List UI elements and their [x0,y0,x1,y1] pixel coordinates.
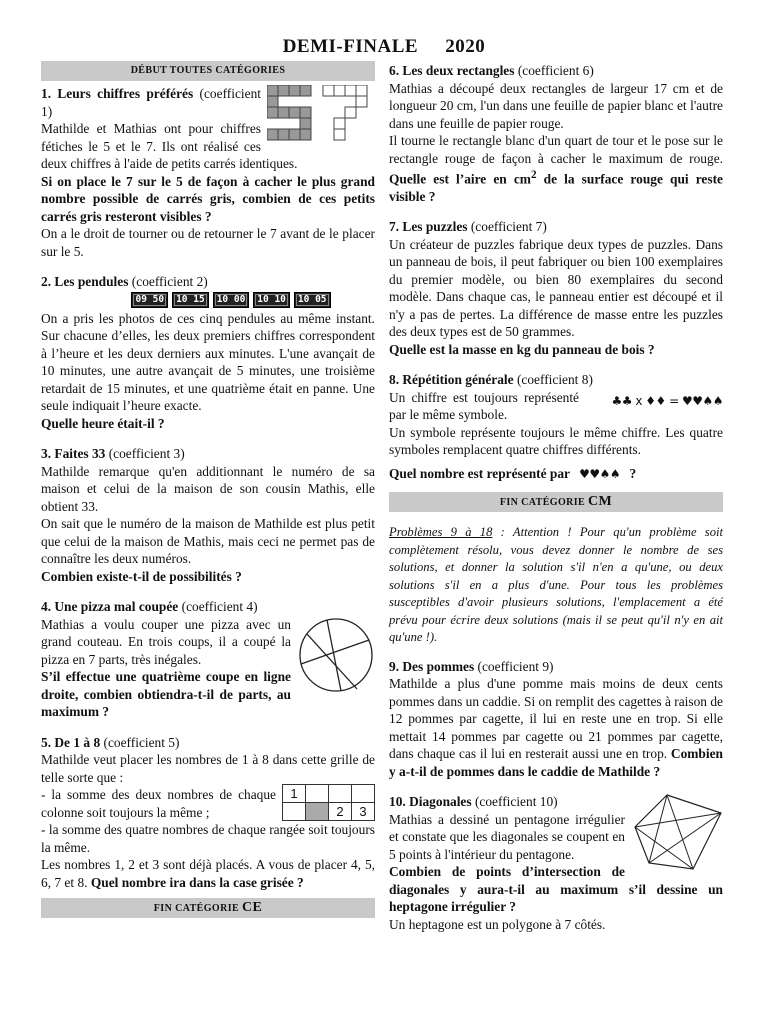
problem-4-coef: (coefficient 4) [181,599,258,614]
intro-text: : Attention ! Pour qu'un problème soit complètement résolu, vous devez donner le nombre de ses solutions, et donner la solution s'il n'en a qu'une, ou deux solutions s'il en a plus d'une. Pour tous les problèmes susceptibles d'avoir plusieurs solutions, l'emplacement a été prévu pour écrire deux solutions (mais il se peut qu'il n'y en ait qu'une !). [389,525,723,645]
pizza-figure [297,616,375,694]
problem-5 [41,734,375,892]
banner-end-ce-prefix: FIN CATÉGORIE [153,903,240,914]
grid-cell [329,785,352,803]
problem-2-question: Quelle heure était-il ? [41,415,165,431]
problem-3-coef: (coefficient 3) [108,446,185,461]
problem-9 [389,658,723,781]
problem-1-coef: (coefficient 1) [41,86,261,119]
title-year: 2020 [445,36,486,57]
problem-6 [389,62,723,205]
clock-display: 10 10 [253,292,290,308]
problem-8-title: 8. Répétition générale [389,372,514,388]
banner-end-cm-prefix: FIN CATÉGORIE [499,497,586,509]
problem-7-coef: (coefficient 7) [470,219,547,235]
banner-end-cm [389,492,723,512]
problem-1-question: Si on place le 7 sur le 5 de façon à cacher le plus grand nombre possible de carrés gris, combien de ces petits carrés gris resteront visibles ? [41,173,375,224]
problem-6-text2: Il tourne le rectangle blanc d'un quart de tour et le pose sur le rectangle rouge de façon à cacher le maximum de rouge. [389,133,723,166]
problem-5-bullet1: - la somme des deux nombres de chaque colonne soit toujours la même ; [41,787,276,820]
page-title [0,36,768,58]
suits-equation: ♣♣ x ♦♦ = ♥♥♠♠ [611,393,723,408]
problem-4-question: S’il effectue une quatrième coupe en ligne droite, combien obtiendra-t-il de parts, au maximum ? [41,669,291,719]
problem-8-coef: (coefficient 8) [516,372,593,388]
clock-display: 10 15 [172,292,209,308]
problem-9-title: 9. Des pommes [389,658,475,674]
clock-display: 10 05 [294,292,331,308]
grid-cell: 3 [352,803,375,821]
problem-6-text: Mathias a découpé deux rectangles de largeur 17 cm et de longueur 20 cm, l'un dans une feuille de papier blanc et l'autre dans une feuille de papier rouge. [389,80,723,131]
banner-end-cm-tag: CM [588,494,613,510]
digits-5-7-figure [267,85,375,151]
problem-1-text: Mathilde et Mathias ont pour chiffres fétiches le 5 et le 7. Ils ont réalisé ces deux chiffres à l'aide de petits carrés identiques. [41,121,298,171]
problem-1 [41,85,375,260]
problem-10-title: 10. Diagonales [389,794,472,810]
problem-3 [41,445,375,585]
problem-4-title: 4. Une pizza mal coupée [41,599,179,614]
problem-5-title: 5. De 1 à 8 [41,734,101,750]
grid-cell: 1 [283,785,306,803]
problem-9-question: Combien y a-t-il de pommes dans le caddie de Mathilde ? [389,746,723,779]
problem-6-question-a: Quelle est l’aire en cm [389,171,531,187]
problem-10-note: Un heptagone est un polygone à 7 côtés. [389,916,606,932]
grid-cell [306,785,329,803]
number-grid [282,784,375,821]
problem-8-question-end: ? [629,465,637,481]
title-text: DEMI-FINALE [282,36,419,57]
problem-2-coef: (coefficient 2) [131,274,208,289]
pentagon-figure [631,793,723,873]
problem-5-text1: Mathilde veut placer les nombres de 1 à 8 dans cette grille de telle sorte que : [41,752,375,785]
problem-8-text2: Un symbole représente toujours le même chiffre. Les quatre symboles remplacent quatre chiffres différents. [389,424,723,458]
left-column [41,61,375,922]
problem-3-text2: On sait que le numéro de la maison de Mathilde est plus petit que celui de la maison de Mathis, mais ceci ne permet pas de connaître les deux numéros. [41,516,375,566]
problem-1-note: On a le droit de tourner ou de retourner le 7 avant de le placer sur le 5. [41,226,375,259]
problem-2-title: 2. Les pendules [41,274,129,289]
clock-display: 10 00 [213,292,250,308]
problem-7 [389,218,723,358]
problem-5-question: Quel nombre ira dans la case grisée ? [90,874,304,890]
problem-6-title: 6. Les deux rectangles [389,63,515,78]
problem-8 [389,371,723,483]
right-column [389,61,723,946]
problem-7-question: Quelle est la masse en kg du panneau de bois ? [389,341,655,357]
intro-note [389,524,723,647]
problem-3-title: 3. Faites 33 [41,446,106,461]
banner-end-ce-tag: CE [241,900,263,915]
problem-5-coef: (coefficient 5) [103,734,180,750]
problem-9-coef: (coefficient 9) [477,658,554,674]
problem-7-title: 7. Les puzzles [389,219,468,235]
problem-8-question: Quel nombre est représenté par [389,465,570,481]
problem-10-coef: (coefficient 10) [474,794,558,810]
problem-7-text: Un créateur de puzzles fabrique deux types de puzzles. Dans un panneau de bois, il peut fabriquer ou bien 100 exemplaires du premier modèle, ou bien 80 exemplaires du second modèle. Dans chaque cas, le panneau entier est découpé et il n'y a pas de pertes. La différence de masse entre les puzzles des deux types est de 50 grammes. [389,236,723,340]
problem-5-text2: Les nombres 1, 2 et 3 sont déjà placés. A vous de placer 4, 5, 6, 7 et 8. [41,857,375,890]
banner-end-ce [41,898,375,918]
grid-cell [283,803,306,821]
problem-2 [41,273,375,432]
banner-start: DÉBUT TOUTES CATÉGORIES [41,61,375,81]
clock-row [87,292,375,308]
grid-cell-gray [306,803,329,821]
clock-display: 09 50 [131,292,168,308]
problem-10-question: Combien de points d’intersection de diagonales y aura-t-il au maximum s’il dessine un heptagone irrégulier ? [389,864,723,915]
problem-1-title: 1. Leurs chiffres préférés [41,86,194,101]
problem-10-text: Mathias a dessiné un pentagone irrégulier et constate que les diagonales se coupent en 5 points à l'intérieur du pentagone. [389,811,625,862]
problem-8-symbols: ♥♥♠♠ [579,466,621,481]
problem-6-question-b: de la surface rouge qui reste visible ? [389,171,723,204]
problem-3-question: Combien existe-t-il de possibilités ? [41,568,242,584]
problem-4 [41,598,375,721]
grid-cell: 2 [329,803,352,821]
problem-9-text: Mathilde a plus d'une pomme mais moins de deux cents pommes dans un caddie. Si on remplit des cagettes à raison de 12 pommes par cagette, il lui en reste une en trop. Si elle mettait 14 pommes par cagette ou 21 pommes par cagette, dans chaque cas il lui en resterait aussi une en trop. [389,676,723,762]
problem-10 [389,793,723,933]
problem-6-coef: (coefficient 6) [517,63,594,78]
problem-3-text1: Mathilde remarque qu'en additionnant le numéro de sa maison et celui de la maison de son cousin Mathis, elle obtient 33. [41,463,375,514]
problem-2-text: On a pris les photos de ces cinq pendules au même instant. Sur chacune d’elles, les deux premiers chiffres correspondent à l’heure et les deux derniers aux minutes. L'une avançait de 10 minutes, une autre avançait de 5 minutes, une troisième retardait de 15 minutes, et une quatrième était en panne. Une seule indiquait l’heure exacte. [41,310,375,413]
problem-4-text: Mathias a voulu couper une pizza avec un grand couteau. En trois coups, il a coupé la pizza en 7 parts, très inégales. [41,616,291,667]
problem-8-text1: Un chiffre est toujours représenté par le même symbole. [389,389,579,423]
problem-5-bullet2: - la somme des quatre nombres de chaque rangée soit toujours la même. [41,822,375,855]
grid-cell [352,785,375,803]
problem-6-question-sup: 2 [530,169,537,181]
intro-underlined: Problèmes 9 à 18 [389,525,493,540]
